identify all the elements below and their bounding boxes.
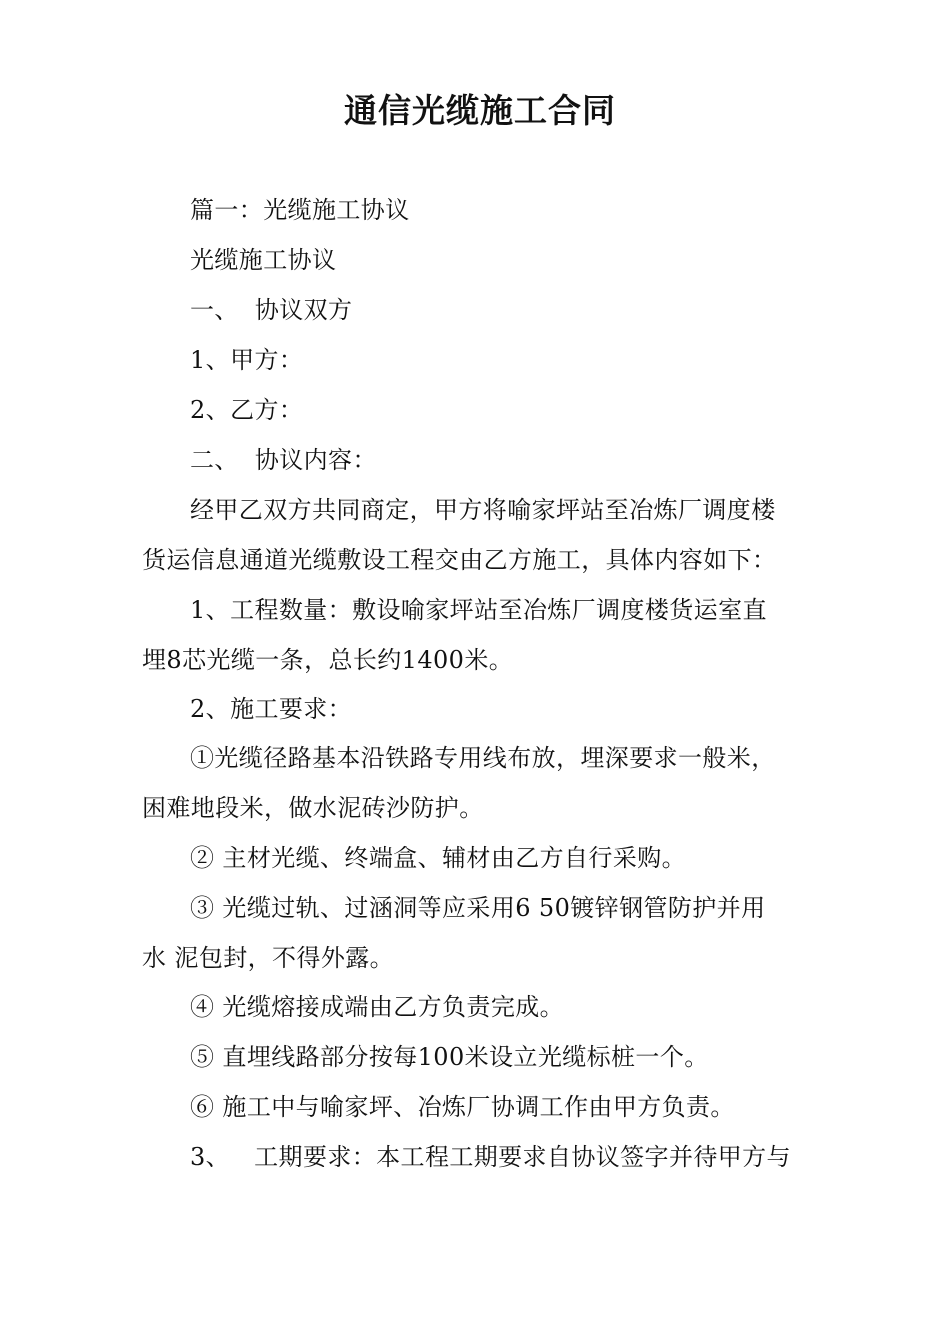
requirement-item: ② 主材光缆、终端盒、辅材由乙方自行采购。 [190,844,687,872]
paragraph-line: 经甲乙双方共同商定，甲方将喻家坪站至冶炼厂调度楼 [190,496,776,524]
party-a-line: 1、甲方： [190,346,304,374]
document-title: 通信光缆施工合同 [344,91,616,130]
requirement-item: ⑤ 直埋线路部分按每100米设立光缆标桩一个。 [190,1043,709,1071]
clause-heading: 二、 协议内容： [190,446,377,474]
requirement-item: ③ 光缆过轨、过涵洞等应采用6 50镀锌钢管防护并用 [190,894,766,922]
agreement-title: 光缆施工协议 [190,246,337,274]
paragraph-line: 埋8芯光缆一条，总长约1400米。 [142,646,514,674]
subsection-heading: 3、 工期要求：本工程工期要求自协议签字并待甲方与 [190,1143,791,1171]
subsection-heading: 2、施工要求： [190,695,353,723]
party-b-line: 2、乙方： [190,396,304,424]
section-heading: 篇一：光缆施工协议 [190,196,410,224]
requirement-item: ④ 光缆熔接成端由乙方负责完成。 [190,993,565,1021]
paragraph-line: 1、工程数量：敷设喻家坪站至冶炼厂调度楼货运室直 [190,596,767,624]
requirement-item-continued: 困难地段米，做水泥砖沙防护。 [142,794,484,822]
requirement-item-continued: 水 泥包封，不得外露。 [142,944,395,972]
requirement-item: ①光缆径路基本沿铁路专用线布放，埋深要求一般米， [190,744,776,772]
clause-heading: 一、 协议双方 [190,296,353,324]
paragraph-line: 货运信息通道光缆敷设工程交由乙方施工，具体内容如下： [142,546,777,574]
requirement-item: ⑥ 施工中与喻家坪、冶炼厂协调工作由甲方负责。 [190,1093,735,1121]
